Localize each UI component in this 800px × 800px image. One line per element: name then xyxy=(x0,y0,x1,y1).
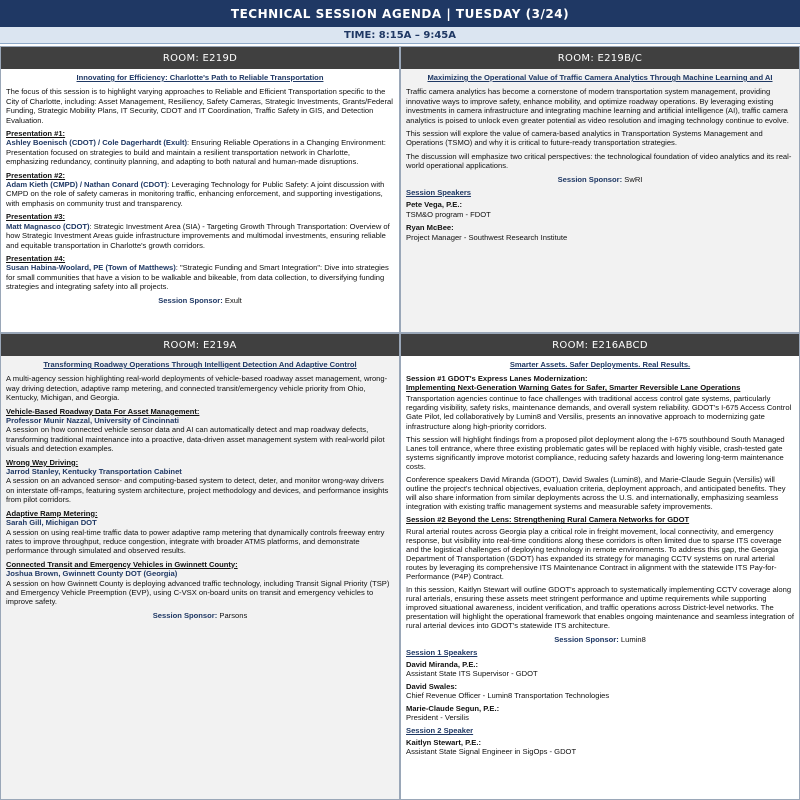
speaker-name: Joshua Brown, Gwinnett County DOT (Georgia) xyxy=(6,569,178,579)
room-e219d-panel xyxy=(0,46,400,333)
session-2-heading: Session #2 Beyond the Lens: Strengthening Rural Camera Networks for GDOT xyxy=(406,515,690,525)
session-paragraph: In this session, Kaitlyn Stewart will outline GDOT's approach to systematically implementing CCTV coverage along rural arterials, ensuring these assets meet stringent performance and uptime requirements while supporting improved situational awareness, incident verification, and traffic operations across District-level networks. The presentation will highlight the operational framework that enables ongoing maintenance and seamless integration of rural arterial devices into GDOT's statewide ITS architecture. xyxy=(406,585,794,631)
session-1-heading: Implementing Next-Generation Warning Gates for Safer, Smarter Reversible Lane Operations xyxy=(406,383,741,393)
presentation-description: : Leveraging Technology for Public Safety: A joint discussion with CMPD on the role of safety cameras in monitoring traffic, enhancing enforcement, and supporting investigations, with emphasis on community trust and transparency. xyxy=(6,180,385,208)
room-e219a-panel xyxy=(0,333,400,800)
session-sponsor xyxy=(6,296,394,305)
session-sponsor xyxy=(406,175,794,184)
presentation-block xyxy=(6,171,394,209)
speaker-name: Jarrod Stanley, Kentucky Transportation Cabinet xyxy=(6,467,182,477)
sponsor-label: Session Sponsor: xyxy=(554,634,619,644)
room-e219bc-panel xyxy=(400,46,800,333)
presentation-heading: Presentation #3: xyxy=(6,212,66,222)
sponsor-label: Session Sponsor: xyxy=(158,295,223,305)
speaker-role: Project Manager - Southwest Research Institute xyxy=(406,232,568,242)
topic-heading: Wrong Way Driving: xyxy=(6,457,79,467)
speaker-name: David Swales: xyxy=(406,681,458,691)
topic-heading: Connected Transit and Emergency Vehicles in Gwinnett County: xyxy=(6,559,238,569)
speaker-name: Adam Kieth (CMPD) / Nathan Conard (CDOT) xyxy=(6,180,168,190)
session-title: Maximizing the Operational Value of Traffic Camera Analytics Through Machine Learning and AI xyxy=(427,73,773,82)
room-header: ROOM: E219D xyxy=(1,47,399,69)
speaker-name: Professor Munir Nazzal, University of Cincinnati xyxy=(6,416,180,426)
speakers-heading: Session 1 Speakers xyxy=(406,647,478,657)
sponsor-name: SwRI xyxy=(624,174,643,184)
topic-description: A session on using real-time traffic data to power adaptive ramp metering that dynamically controls freeway entry rates to improve throughput, reduce congestion, integrate with broader ATMS platforms, and demonstrate performance through simulated and observed results. xyxy=(6,527,385,556)
room-header: ROOM: E216ABCD xyxy=(401,334,799,356)
presentation-block xyxy=(6,212,394,250)
speaker-role: TSM&O program - FDOT xyxy=(406,209,491,219)
speaker-name: Kaitlyn Stewart, P.E.: xyxy=(406,738,481,748)
speaker-name: Matt Magnasco (CDOT) xyxy=(6,221,90,231)
session-grid xyxy=(0,46,800,800)
topic-heading: Vehicle-Based Roadway Data For Asset Management: xyxy=(6,406,200,416)
presentation-heading: Presentation #2: xyxy=(6,170,66,180)
time-banner: TIME: 8:15A – 9:45A xyxy=(0,27,800,44)
topic-block xyxy=(6,560,394,607)
sponsor-name: Lumin8 xyxy=(620,634,646,644)
topic-block xyxy=(6,407,394,454)
speaker-name: David Miranda, P.E.: xyxy=(406,659,479,669)
sponsor-name: Exult xyxy=(224,295,242,305)
session-title: Smarter Assets. Safer Deployments. Real Results. xyxy=(509,360,691,369)
speaker-name: Ryan McBee: xyxy=(406,223,454,233)
topic-description: A session on an advanced sensor- and computing-based system to detect, deter, and monitor wrong-way drivers on interstate off-ramps, featuring system architecture, project methodology and devices, and performance insights from pilot corridors. xyxy=(6,476,389,505)
speaker-name: Susan Habina-Woolard, PE (Town of Matthews) xyxy=(6,263,176,273)
presentation-description: : "Strategic Funding and Smart Integration": Dive into strategies for small communities that have a vision to be walkable and bikeable, from data collection, to diversifying funding strategies and integrating safety into all projects. xyxy=(6,263,389,292)
topic-description: A session on how Gwinnett County is deploying advanced traffic technology, including Transit Signal Priority (TSP) and Emergency Vehicle Preemption (EVP), using C-VSX on-board units on transit and emergency vehicles to improve safety. xyxy=(6,578,390,607)
session-paragraph: This session will explore the value of camera-based analytics in Transportation Systems Management and Operations (TSMO) and why it is critical to future-ready transportation strategies. xyxy=(406,129,763,148)
session-title: Innovating for Efficiency: Charlotte's Path to Reliable Transportation xyxy=(76,73,324,82)
topic-description: A session on how connected vehicle sensor data and AI can automatically detect and map roadway defects, transforming traditional maintenance into a proactive, data-driven asset management system with real-world pilot visuals and detection examples. xyxy=(6,425,385,454)
sponsor-label: Session Sponsor: xyxy=(152,610,218,620)
speaker-name: Marie-Claude Segun, P.E.: xyxy=(406,704,500,714)
presentation-text xyxy=(6,138,394,166)
session-paragraph: Traffic camera analytics has become a cornerstone of modern transportation system management, providing innovative ways to improve safety, enhance mobility, and optimize roadway operations. By leveraging existing investments in camera infrastructure and integrating machine learning and artificial intelligence (AI), traffic camera analytics is poised to unlock even greater potential as video resolution and imaging technology continue to evolve. xyxy=(406,87,789,125)
room-e216abcd-panel xyxy=(400,333,800,800)
session-description: The focus of this session is to highlight varying approaches to Reliable and Efficient Transportation specific to the City of Charlotte, including: Asset Management, Resiliency, Safety Cameras, Strategic Investments, Grants/Federal Funding, Strategic Mobility Plans, IT Security, CDOT and IT Coordination, Traffic Safety in GIS, and Detection Evaluation. xyxy=(6,87,393,125)
sponsor-name: Parsons xyxy=(219,610,248,620)
presentation-block xyxy=(6,129,394,167)
topic-block xyxy=(6,509,394,556)
speaker-name: Pete Vega, P.E.: xyxy=(406,200,462,210)
room-body xyxy=(401,69,799,242)
session-1-label: Session #1 GDOT's Express Lanes Modernization: xyxy=(406,374,588,384)
presentation-heading: Presentation #4: xyxy=(6,253,66,263)
room-header: ROOM: E219B/C xyxy=(401,47,799,69)
session-paragraph: This session will highlight findings from a proposed pilot deployment along the I-675 southbound South Managed Lanes toll entrance, where three existing problematic gates will be replaced with highly visible, crash-tested gate systems significantly improve motorist compliance, reducing safety hazards and lowering long-term maintenance costs. xyxy=(406,434,785,471)
speaker-role: Chief Revenue Officer - Lumin8 Transportation Technologies xyxy=(406,691,610,700)
session-paragraph: Conference speakers David Miranda (GDOT), David Swales (Lumin8), and Marie-Claude Seguin (Versilis) will outline the project's technical objectives, evaluation criteria, deployment approach, and anticipated benefits. They will also share information from similar deployments across the U.S. and internationally, emphasizing seamless integration with existing traffic management systems and measurable safety improvements. xyxy=(406,475,786,512)
presentation-heading: Presentation #1: xyxy=(6,129,66,139)
sponsor-label: Session Sponsor: xyxy=(557,174,623,184)
page-title: TECHNICAL SESSION AGENDA | TUESDAY (3/24) xyxy=(0,0,800,27)
room-header: ROOM: E219A xyxy=(1,334,399,356)
speakers-heading: Session 2 Speaker xyxy=(406,726,474,736)
session-sponsor xyxy=(6,611,394,620)
session-sponsor xyxy=(406,635,794,644)
room-body xyxy=(1,356,399,620)
topic-block xyxy=(6,458,394,505)
speaker-role: President - Versilis xyxy=(406,713,469,723)
session-paragraph: The discussion will emphasize two critical perspectives: the technological foundation of video analytics and its real-world operational applications. xyxy=(406,151,792,171)
presentation-text xyxy=(6,180,394,208)
session-paragraph: Transportation agencies continue to face challenges with traditional access control gate systems, particularly regarding visibility, safety risks, maintenance demands, and overall system reliability. GDOT's I-675 Access Control Gate Pilot, led collaboratively by Lumin8 and Versilis, presents an innovative approach to modernizing gate infrastructure along high-priority corridors. xyxy=(406,394,792,431)
session-description: A multi-agency session highlighting real-world deployments of vehicle-based roadway asset management, wrong-way driving detection, adaptive ramp metering, and connected transit/emergency vehicle priority from Ohio, Kentucky, Michigan, and Georgia. xyxy=(6,374,388,403)
presentation-block xyxy=(6,254,394,292)
presentation-description: : Strategic Investment Area (SIA) - Targeting Growth Through Transportation: Overview of how Strategic Investment Areas guide infrastructure improvements and multimodal investments, ensuring reliable and equitable transportation in Charlotte's growth corridors. xyxy=(6,221,390,250)
room-body xyxy=(1,69,399,305)
speaker-role: Assistant State ITS Supervisor - GDOT xyxy=(406,668,538,678)
speaker-role: Assistant State Signal Engineer in SigOps - GDOT xyxy=(406,747,577,757)
presentation-description: : Ensuring Reliable Operations in a Changing Environment: Presentation focused on strategies to build and maintain a resilient transportation network in Charlotte, emphasizing redundancy, continuity planning, and adapting to both natural and human-made disruptions. xyxy=(6,138,386,167)
speaker-name: Ashley Boenisch (CDOT) / Cole Dagerhardt (Exult) xyxy=(6,138,188,148)
speakers-heading: Session Speakers xyxy=(406,188,472,198)
room-body xyxy=(401,356,799,757)
presentation-text xyxy=(6,263,394,291)
session-paragraph: Rural arterial routes across Georgia play a critical role in freight movement, local connectivity, and emergency response, but visibility into real-time conditions along these corridors is often limited due to sparse ITS coverage and the logistical challenges of deploying technology in remote environments. To address this gap, the Georgia Department of Transportation (GDOT) has expanded its strategy for managing CCTV systems on rural arterial routes by leveraging its comprehensive ITS Maintenance Contract in alignment with the statewide ITS Pay-for-Performance (P4P) Contract. xyxy=(406,526,782,581)
presentation-text xyxy=(6,222,394,250)
session-title: Transforming Roadway Operations Through Intelligent Detection And Adaptive Control xyxy=(43,360,357,369)
topic-heading: Adaptive Ramp Metering: xyxy=(6,508,98,518)
speaker-name: Sarah Gill, Michigan DOT xyxy=(6,518,97,528)
